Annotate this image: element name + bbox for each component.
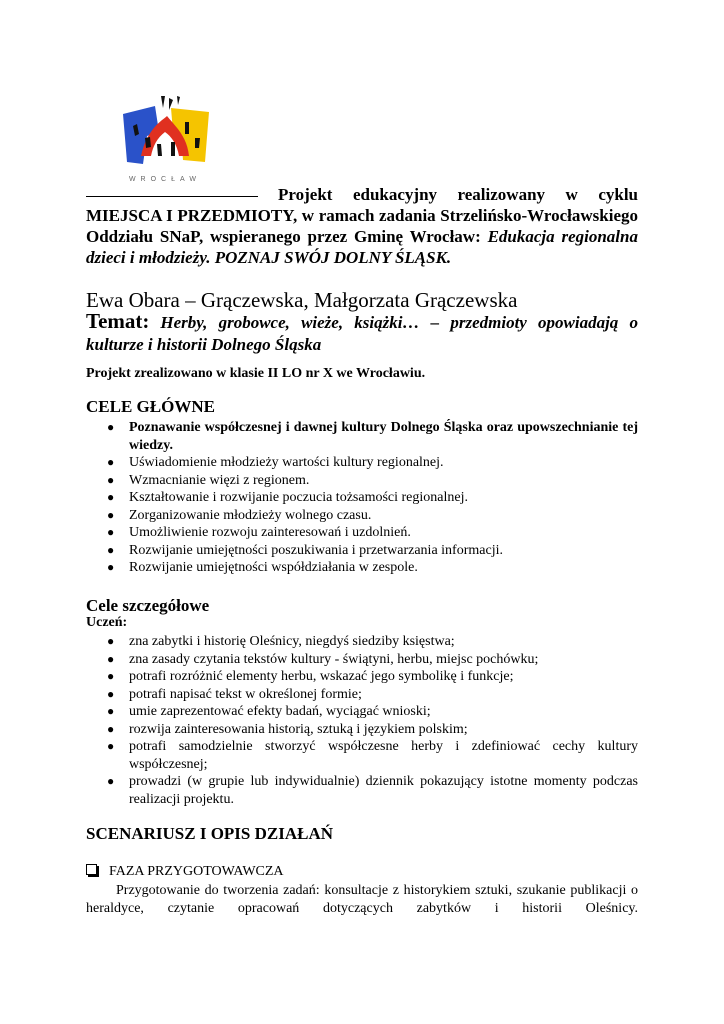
phase-paragraph: Przygotowanie do tworzenia zadań: konsultacje z historykiem sztuki, szukanie publikacji o heraldyce, czytanie opracowań dotyczących zabytków i historii Oleśnicy.: [86, 883, 638, 916]
scenario-heading: SCENARIUSZ I OPIS DZIAŁAŃ: [86, 824, 334, 843]
intro-text: Projekt edukacyjny realizowany w cyklu MIEJSCA I PRZEDMIOTY, w ramach zadania Strzelińsko-Wrocławskiego Oddziału SNaP, wspieranego przez Gminę Wrocław:: [86, 185, 638, 246]
underline-rule: [86, 196, 258, 197]
main-goals-heading: CELE GŁÓWNE: [86, 397, 215, 416]
list-item: ● Umożliwienie rozwoju zainteresowań i uzdolnień.: [107, 525, 411, 540]
topic-label: Temat:: [86, 309, 150, 333]
bullet-icon: ●: [107, 542, 115, 557]
list-item: ● potrafi napisać tekst w określonej formie;: [107, 686, 362, 702]
detailed-goals-subheading: Uczeń:: [86, 615, 128, 630]
list-item: ● prowadzi (w grupie lub indywidualnie) dziennik pokazujący istotne momenty podczas realizacji projektu.: [107, 774, 638, 807]
bullet-icon: ●: [107, 490, 115, 504]
bullet-icon: ●: [107, 721, 115, 736]
bullet-icon: ●: [107, 525, 115, 539]
list-item: ● Uświadomienie młodzieży wartości kultury regionalnej.: [107, 455, 444, 470]
bullet-icon: ●: [107, 472, 115, 487]
list-item: ● Zorganizowanie młodzieży wolnego czasu.: [107, 507, 372, 523]
checkbox-square-icon: [86, 864, 97, 875]
bullet-icon: ●: [107, 704, 115, 718]
logo-caption: WROCŁAW: [128, 176, 202, 183]
list-item: ● Wzmacnianie więzi z regionem.: [107, 472, 310, 488]
project-intro: [86, 184, 638, 268]
bullet-icon: ●: [107, 739, 115, 753]
list-item: ● umie zaprezentować efekty badań, wyciągać wnioski;: [107, 704, 431, 719]
list-item: ● potrafi samodzielnie stworzyć współczesne herby i zdefiniować cechy kultury współczesnej;: [107, 739, 638, 772]
detailed-goals-list: [86, 633, 638, 808]
school-note: Projekt zrealizowano w klasie II LO nr X we Wrocławiu.: [86, 366, 426, 381]
bullet-icon: ●: [107, 774, 115, 788]
list-item: ● Kształtowanie i rozwijanie poczucia tożsamości regionalnej.: [107, 490, 468, 505]
list-item: ● Rozwijanie umiejętności poszukiwania i przetwarzania informacji.: [107, 542, 503, 558]
bullet-icon: ●: [107, 651, 115, 666]
list-item: ● zna zabytki i historię Oleśnicy, niegdyś siedziby księstwa;: [107, 634, 455, 649]
bullet-icon: ●: [107, 634, 115, 648]
bullet-icon: ●: [107, 686, 115, 701]
list-item: ● Rozwijanie umiejętności współdziałania w zespole.: [107, 560, 418, 575]
bullet-icon: ●: [107, 420, 115, 434]
list-item: ● potrafi rozróżnić elementy herbu, wskazać jego symbolikę i funkcje;: [107, 669, 514, 684]
list-item: ● rozwija zainteresowania historią, sztuką i językiem polskim;: [107, 721, 468, 737]
list-item: ● Poznawanie współczesnej i dawnej kultury Dolnego Śląska oraz upowszechnianie tej wiedzy.: [107, 420, 638, 453]
list-item: ● zna zasady czytania tekstów kultury - świątyni, herbu, miejsc pochówku;: [107, 651, 539, 667]
wroclaw-logo-icon: [117, 92, 213, 176]
phase-label: FAZA PRZYGOTOWAWCZA: [86, 864, 284, 880]
topic-text: Herby, grobowce, wieże, książki… – przedmioty opowiadają o kulturze i historii Dolnego Śląska: [86, 313, 639, 354]
intro-italic-text: Edukacja regionalna dzieci i młodzieży. POZNAJ SWÓJ DOLNY ŚLĄSK.: [86, 227, 638, 267]
bullet-icon: ●: [107, 507, 115, 522]
topic: [86, 311, 638, 356]
authors: Ewa Obara – Grączewska, Małgorzata Grączewska: [86, 288, 518, 312]
detailed-goals-heading: Cele szczegółowe: [86, 596, 210, 615]
main-goals-list: [86, 419, 638, 577]
bullet-icon: ●: [107, 669, 115, 683]
bullet-icon: ●: [107, 560, 115, 574]
bullet-icon: ●: [107, 455, 115, 469]
